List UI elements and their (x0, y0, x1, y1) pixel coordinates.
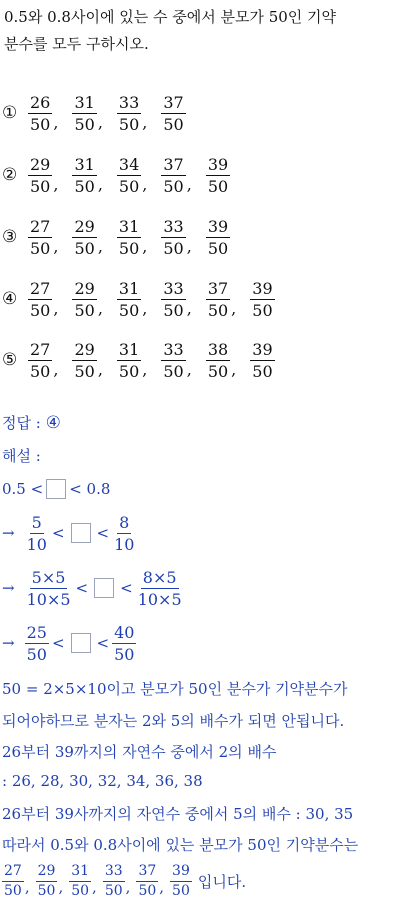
fraction: $\frac{37}{50}$ (163, 154, 184, 196)
less-than: < (120, 579, 133, 597)
fraction: $\frac{33}{50}$ (163, 216, 184, 258)
fraction: $\frac{31}{50}$ (71, 862, 90, 899)
fraction: $\frac{40}{50}$ (114, 622, 135, 664)
inequality-line (2, 476, 110, 502)
fraction: $\frac{38}{50}$ (207, 339, 229, 381)
comma: , (24, 877, 30, 896)
fraction: $\frac{29}{50}$ (74, 216, 95, 258)
fraction: $\frac{33}{50}$ (163, 339, 184, 381)
choice-4[interactable] (2, 276, 275, 322)
fraction: $\frac{29}{50}$ (30, 154, 51, 196)
step-1 (2, 510, 136, 556)
fraction: $\frac{33}{50}$ (104, 862, 123, 899)
fraction: $\frac{31}{50}$ (118, 216, 140, 258)
answer-line (2, 412, 400, 433)
fraction: $\frac{5\times 5}{10\times 5}$ (26, 567, 71, 609)
comma: , (142, 175, 148, 194)
fraction: $\frac{29}{50}$ (37, 862, 56, 899)
blank-box (94, 578, 114, 598)
blank-box (71, 633, 91, 653)
comma: , (53, 360, 59, 379)
comma: , (142, 360, 148, 379)
choice-marker: ② (2, 165, 18, 185)
comma: , (97, 175, 103, 194)
fraction: $\frac{5}{10}$ (26, 512, 47, 554)
fraction: $\frac{39}{50}$ (252, 278, 273, 320)
less-than: < (51, 524, 65, 542)
step-2 (2, 565, 184, 611)
comma: , (53, 175, 59, 194)
less-than: < (75, 579, 89, 597)
fraction: $\frac{29}{50}$ (74, 339, 95, 381)
choice-1[interactable] (2, 90, 186, 136)
solution-line-5: 26부터 39사까지의 자연수 중에서 5의 배수 : 30, 35 (2, 805, 354, 823)
comma: , (53, 299, 59, 318)
fraction: $\frac{27}{50}$ (4, 862, 22, 899)
fraction: $\frac{33}{50}$ (163, 278, 184, 320)
less-than: < (96, 634, 110, 652)
choice-3[interactable] (2, 214, 230, 260)
comma: , (58, 877, 64, 896)
fraction: $\frac{31}{50}$ (118, 339, 140, 381)
answer-label: 정답 : (2, 414, 41, 432)
comma: , (97, 113, 103, 132)
ineq-left: 0.5 < (2, 480, 44, 498)
comma: , (231, 299, 237, 318)
question-line-1: 0.5와 0.8사이에 있는 수 중에서 분모가 50인 기약 (4, 8, 337, 26)
arrow-icon: → (2, 634, 15, 652)
fraction: $\frac{8}{10}$ (114, 512, 135, 554)
comma: , (125, 877, 131, 896)
solution-line-2: 되어야하므로 분자는 2와 5의 배수가 되면 안됩니다. (2, 712, 345, 730)
ineq-right: < 0.8 (69, 480, 111, 498)
fraction: $\frac{37}{50}$ (207, 278, 229, 320)
comma: , (142, 237, 148, 256)
answer-value: ④ (45, 413, 61, 433)
fraction: $\frac{31}{50}$ (74, 154, 95, 196)
fraction: $\frac{8\times 5}{10\times 5}$ (137, 567, 182, 609)
blank-box (46, 479, 66, 499)
fraction: $\frac{26}{50}$ (30, 92, 51, 134)
comma: , (97, 237, 103, 256)
choice-2[interactable] (2, 152, 230, 198)
fraction: $\frac{39}{50}$ (207, 216, 229, 258)
step-3 (2, 620, 136, 666)
solution-line-4: : 26, 28, 30, 32, 34, 36, 38 (2, 772, 203, 790)
fraction: $\frac{27}{50}$ (30, 278, 51, 320)
comma: , (53, 113, 59, 132)
choice-marker: ④ (2, 289, 18, 309)
comma: , (142, 299, 148, 318)
solution-line-6: 따라서 0.5와 0.8사이에 있는 분모가 50인 기약분수는 (2, 836, 359, 854)
fraction: $\frac{31}{50}$ (74, 92, 95, 134)
solution-line-1: 50 = 2×5×10이고 분모가 50인 분수가 기약분수가 (2, 680, 348, 698)
comma: , (186, 360, 192, 379)
comma: , (53, 237, 59, 256)
fraction: $\frac{25}{50}$ (26, 622, 47, 664)
less-than: < (51, 634, 65, 652)
fraction: $\frac{39}{50}$ (172, 862, 190, 899)
fraction: $\frac{31}{50}$ (118, 278, 140, 320)
fraction: $\frac{39}{50}$ (252, 339, 273, 381)
fraction: $\frac{27}{50}$ (30, 216, 51, 258)
less-than: < (96, 524, 110, 542)
fraction: $\frac{34}{50}$ (118, 154, 140, 196)
choice-marker: ⑤ (2, 350, 18, 370)
choice-5[interactable] (2, 337, 275, 383)
comma: , (186, 175, 192, 194)
question-text (4, 4, 398, 58)
choice-marker: ① (2, 103, 18, 123)
fraction: $\frac{33}{50}$ (118, 92, 140, 134)
question-line-2: 분수를 모두 구하시오. (4, 35, 149, 53)
comma: , (97, 360, 103, 379)
comma: , (142, 113, 148, 132)
fraction: $\frac{29}{50}$ (74, 278, 95, 320)
choice-marker: ③ (2, 227, 18, 247)
comma: , (186, 237, 192, 256)
final-suffix: 입니다. (197, 872, 247, 891)
arrow-icon: → (2, 524, 15, 542)
comma: , (92, 877, 97, 896)
solution-label: 해설 : (2, 447, 41, 465)
final-fractions (2, 863, 192, 900)
blank-box (71, 523, 91, 543)
comma: , (231, 360, 237, 379)
fraction: $\frac{27}{50}$ (30, 339, 51, 381)
final-answer-line (2, 860, 246, 902)
arrow-icon: → (2, 579, 15, 597)
comma: , (159, 877, 165, 896)
comma: , (186, 299, 192, 318)
fraction: $\frac{37}{50}$ (138, 862, 157, 899)
comma: , (97, 299, 103, 318)
fraction: $\frac{37}{50}$ (163, 92, 184, 134)
fraction: $\frac{39}{50}$ (207, 154, 229, 196)
solution-line-3: 26부터 39까지의 자연수 중에서 2의 배수 (2, 743, 277, 761)
